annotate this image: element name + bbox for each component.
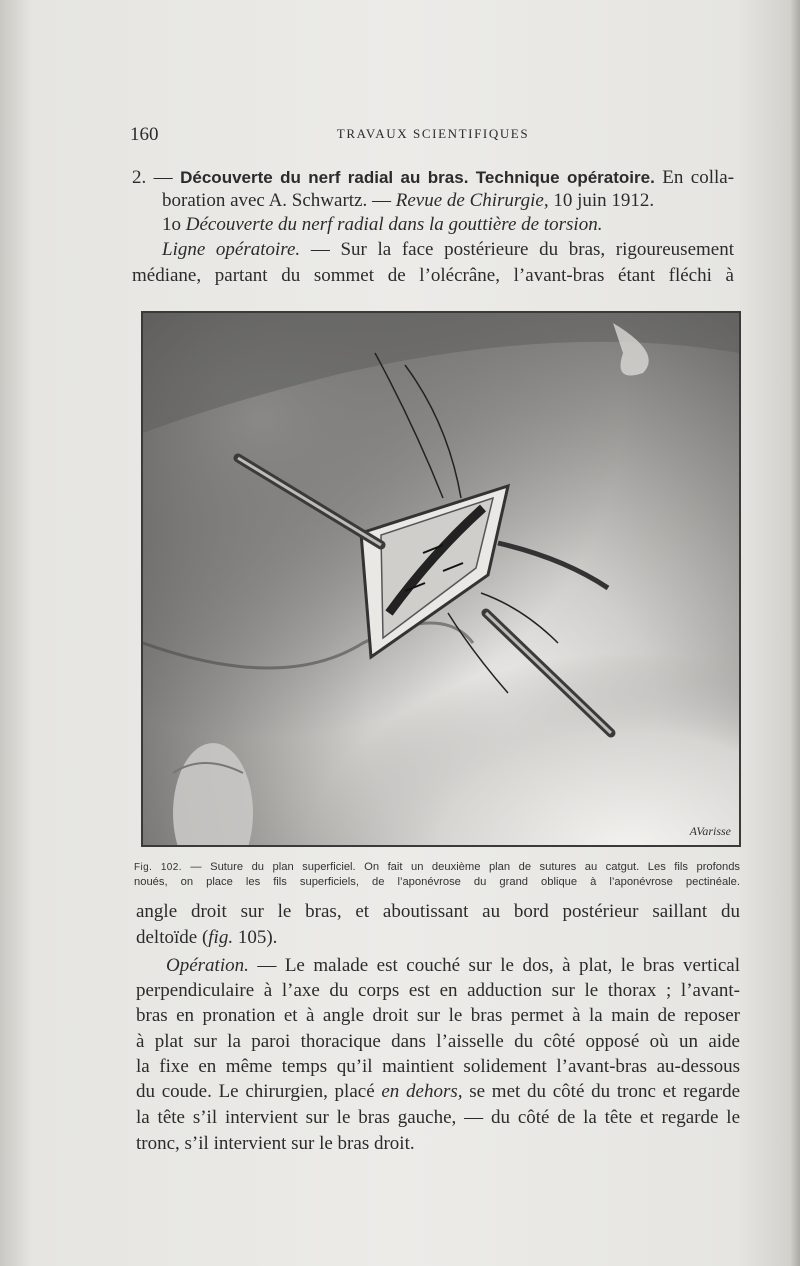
entry-collab-start: En colla- <box>662 167 735 188</box>
surgical-illustration <box>141 311 741 847</box>
caption-label: Fig. 102. <box>134 862 182 873</box>
journal-name: Revue de Chirurgie, <box>395 190 549 211</box>
running-title: TRAVAUX SCIENTIFIQUES <box>336 126 530 141</box>
operation-line-1: Opération. — Le malade est couché sur le dos, à plat, le bras vertical <box>166 955 740 976</box>
operation-line-3: bras en pronation et à angle droit sur le bras permet à la main de reposer <box>136 1005 740 1026</box>
figure-caption: Fig. 102. — Suture du plan superficiel. On fait un deuxième plan de sutures au catgut. Les fils profonds noués, on place les fils superficiels, de l’aponévrose du grand oblique à l’aponévrose pectinéale. <box>134 861 741 888</box>
operation-label: Opération. <box>166 955 249 976</box>
continuation-line-1: angle droit sur le bras, et aboutissant au bord postérieur saillant du <box>136 901 740 922</box>
artist-signature: AVarisse <box>689 824 731 838</box>
entry-date: 10 juin 1912. <box>553 190 655 211</box>
ligne-line-2: médiane, partant du sommet de l’olécrâne, l’avant-bras étant fléchi à <box>132 265 734 286</box>
figure-reference: fig. <box>208 927 234 948</box>
operation-line-6: du coude. Le chirurgien, placé en dehors, se met du côté du tronc et regarde <box>136 1081 741 1102</box>
entry-line-2: boration avec A. Schwartz. — Revue de Chirurgie, 10 juin 1912. <box>162 190 655 211</box>
page-edge-shadow <box>790 0 800 1266</box>
section-heading: 1o Découverte du nerf radial dans la gouttière de torsion. <box>162 214 603 235</box>
entry-number: 2. — <box>132 167 173 188</box>
ligne-label: Ligne opératoire. <box>162 239 301 260</box>
ligne-line-1: Ligne opératoire. — Sur la face postérieure du bras, rigoureusement <box>162 239 734 260</box>
operation-line-5: la fixe en même temps qu’il maintient solidement l’avant-bras au-dessous <box>136 1056 740 1077</box>
entry-line-1 <box>132 166 734 191</box>
entry-title: Découverte du nerf radial au bras. Technique opératoire. <box>180 168 655 187</box>
operation-line-2: perpendiculaire à l’axe du corps est en adduction sur le thorax ; l’avant- <box>136 980 740 1001</box>
operation-line-8: tronc, s’il intervient sur le bras droit. <box>136 1133 415 1154</box>
operation-line-7: la tête s’il intervient sur le bras gauche, — du côté de la tête et regarde le <box>136 1107 740 1128</box>
operation-line-4: à plat sur la paroi thoracique dans l’aisselle du côté opposé où un aide <box>136 1031 740 1052</box>
page-number: 160 <box>130 124 159 145</box>
page-header <box>130 124 736 146</box>
continuation-line-2: deltoïde (fig. 105). <box>136 927 278 948</box>
